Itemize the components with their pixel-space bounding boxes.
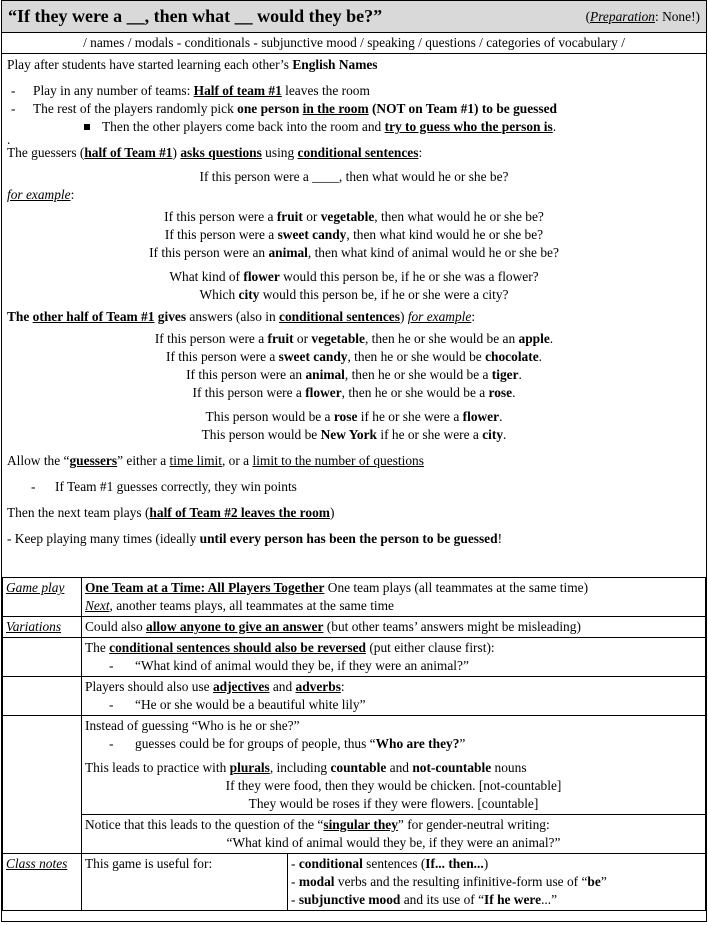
question-line: If this person were an animal, then what kind of animal would he or she be? bbox=[149, 245, 559, 260]
list-item: - Play in any number of teams: Half of team #1 leaves the room bbox=[11, 83, 370, 98]
answer-examples bbox=[7, 330, 701, 444]
table-row bbox=[3, 638, 706, 677]
table-row bbox=[3, 677, 706, 716]
for-example-label: for example: bbox=[7, 187, 75, 202]
variation-cell: Notice that this leads to the question of the “singular they” for gender-neutral writing: “What kind of animal would they be, if they were an animal?” bbox=[82, 815, 706, 854]
list-item: Then the other players come back into the room and try to guess who the person is. bbox=[7, 118, 701, 136]
rule-next-team: Then the next team plays (half of Team #2 leaves the room) bbox=[7, 505, 335, 520]
answer-line: If this person were a flower, then he or she would be a rose. bbox=[192, 385, 516, 400]
question-line: What kind of flower would this person be, if he or she was a flower? bbox=[169, 269, 539, 284]
preparation-note: (Preparation: None!) bbox=[585, 8, 700, 24]
question-line: Which city would this person be, if he or she were a city? bbox=[199, 287, 509, 302]
answer-line: This person would be a rose if he or she were a flower. bbox=[205, 409, 503, 424]
details-table bbox=[2, 577, 706, 911]
answer-line: If this person were an animal, then he or she would be a tiger. bbox=[186, 367, 522, 382]
worksheet-page bbox=[1, 0, 707, 922]
table-row bbox=[3, 617, 706, 638]
variation-cell: Could also allow anyone to give an answer (but other teams’ answers might be misleading) bbox=[82, 617, 706, 638]
variation-cell: Players should also use adjectives and adverbs: - “He or she would be a beautiful white lily” bbox=[82, 677, 706, 716]
intro-line: Play after students have started learning each other’s English Names bbox=[7, 57, 378, 72]
game-play-cell: One Team at a Time: All Players Together One team plays (all teammates at the same time) Next, another teams plays, all teammates at the same time bbox=[82, 578, 706, 617]
class-notes-left: This game is useful for: bbox=[82, 854, 288, 911]
table-row bbox=[3, 716, 706, 815]
variation-cell: Instead of guessing “Who is he or she?” - guesses could be for groups of people, thus “Who are they?” This leads to practice with plurals, including countable and not-countable nouns If they were food, then they would be chicken. [not-countable] They would be roses if they were flowers. [countable] bbox=[82, 716, 706, 815]
question-line: If this person were a sweet candy, then what kind would he or she be? bbox=[164, 227, 544, 242]
rule-time-limit: Allow the “guessers” either a time limit, or a limit to the number of questions bbox=[7, 453, 424, 468]
variation-cell: The conditional sentences should also be reversed (put either clause first): - “What kind of animal would they be, if they were an animal?” bbox=[82, 638, 706, 677]
question-line: If this person were a fruit or vegetable, then what would he or she be? bbox=[164, 209, 544, 224]
rule-keep-playing: - Keep playing many times (ideally until every person has been the person to be guessed! bbox=[7, 531, 503, 546]
table-row bbox=[3, 578, 706, 617]
answer-line: If this person were a fruit or vegetable, then he or she would be an apple. bbox=[154, 331, 554, 346]
answers-intro: The other half of Team #1 gives answers (also in conditional sentences) for example: bbox=[7, 309, 476, 324]
class-notes-label: Class notes bbox=[3, 854, 82, 911]
table-row bbox=[3, 854, 706, 911]
question-examples bbox=[7, 208, 701, 304]
instructions: Play after students have started learning each other’s English Names - Play in any number of teams: Half of team #1 leaves the room - The rest of the players randomly pick one person in the room (NOT on Team #1) to be guessed Then the other players come back into the room and try to guess who the person is. . The guessers (half of Team #1) asks questions using conditional sentences: If this person were a ____, then what would he or she be? for example: If this person were a fruit or vegetable, then what would he or she be? If this person were a sweet candy, then what kind would he or she be? If this person were an animal, then what kind of animal would he or she be? What kind of flower would this person be, if he or she was a flower? Which city would this person be, if he or she were a city? The other half of Team #1 gives answers (also in conditional sentences) for example: If this person were a fruit or vegetable, then he or she would be an apple. If this person were a sweet candy, then he or she would be chocolate. If this person were an animal, then he or she would be a tiger. If this person were a flower, then he or she would be a rose. This person would be a rose if he or she were a flower. This person would be New York if he or she were a city. Allow the “guessers” either a time limit, or a limit to the number of questions - If Team #1 guesses correctly, they win points Then the next team plays (half of Team #2 leaves the room) - Keep playing many times (ideally until every person has been the person to be guessed! bbox=[2, 54, 706, 548]
rule-points: - If Team #1 guesses correctly, they win points bbox=[31, 479, 297, 494]
page-title: “If they were a __, then what __ would they be?” bbox=[8, 6, 383, 26]
title-bar bbox=[2, 1, 706, 33]
variations-label: Variations bbox=[3, 617, 82, 638]
answer-line: This person would be New York if he or she were a city. bbox=[201, 427, 507, 442]
square-bullet-icon bbox=[84, 124, 90, 130]
answer-line: If this person were a sweet candy, then he or she would be chocolate. bbox=[166, 349, 542, 364]
topic-tags: / names / modals - conditionals - subjunctive mood / speaking / questions / categories of vocabulary / bbox=[2, 33, 706, 54]
guessers-line: The guessers (half of Team #1) asks questions using conditional sentences: bbox=[7, 145, 423, 160]
game-play-label: Game play bbox=[3, 578, 82, 617]
question-template: If this person were a ____, then what would he or she be? bbox=[199, 169, 509, 184]
list-item: - The rest of the players randomly pick one person in the room (NOT on Team #1) to be guessed bbox=[11, 101, 557, 116]
class-notes-list: - conditional sentences (If... then...) - modal verbs and the resulting infinitive-form use of “be” - subjunctive mood and its use of “If he were...” bbox=[288, 854, 706, 911]
table-row bbox=[3, 815, 706, 854]
